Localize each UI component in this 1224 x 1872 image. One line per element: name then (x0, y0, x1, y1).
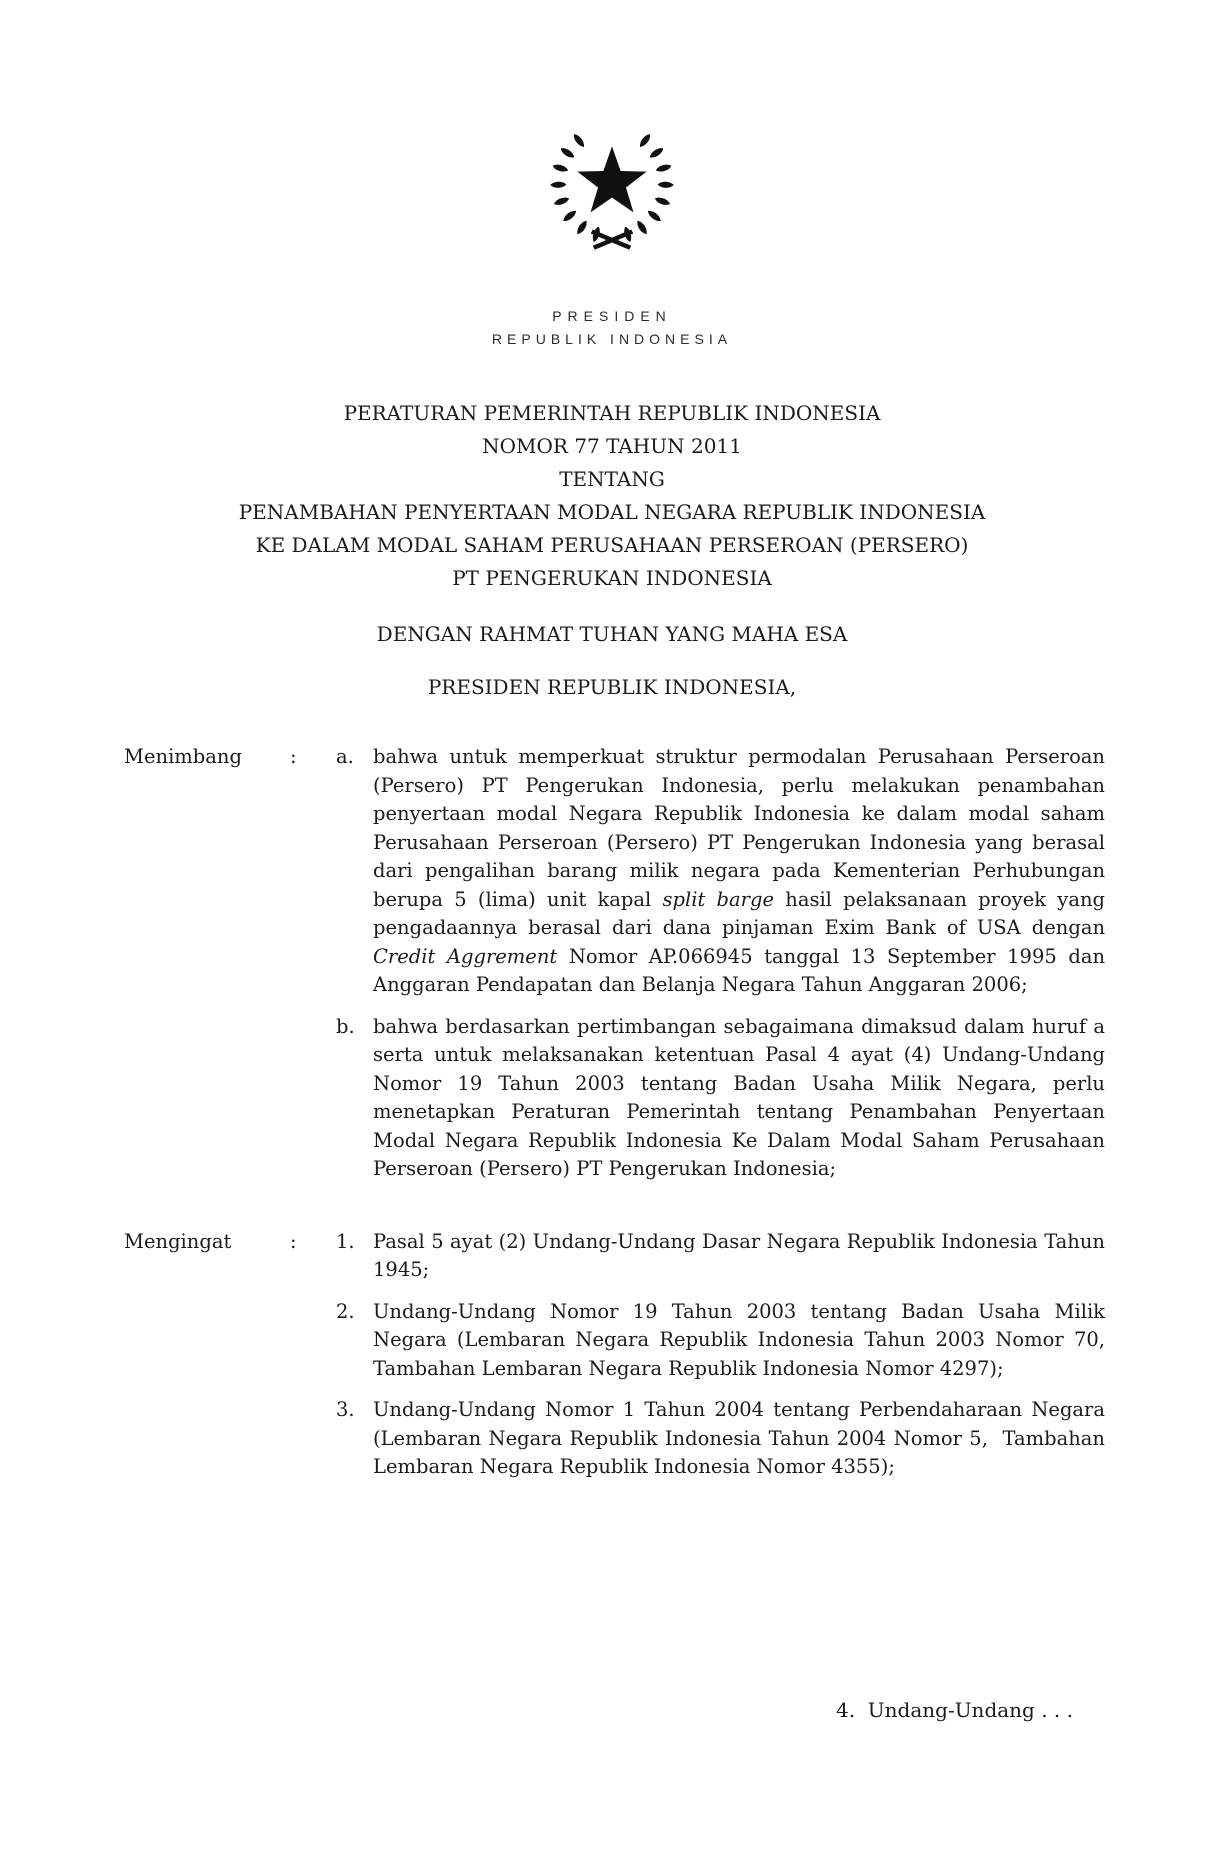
considering-label: Menimbang (124, 745, 242, 768)
considering-item-a (336, 743, 1105, 1000)
page-catchword: 4. Undang-Undang . . . (836, 1698, 1073, 1722)
considering-section (124, 743, 1105, 1184)
letterhead-republik-indonesia: REPUBLIK INDONESIA (491, 331, 733, 347)
recalling-item-2 (336, 1298, 1105, 1384)
recalling-item-3 (336, 1396, 1105, 1482)
invocation-line: DENGAN RAHMAT TUHAN YANG MAHA ESA (376, 622, 848, 646)
title-line-tentang: TENTANG (559, 467, 665, 491)
title-line-nomor: NOMOR 77 TAHUN 2011 (482, 434, 742, 458)
title-line-subject-2: KE DALAM MODAL SAHAM PERUSAHAAN PERSEROAN (PERSERO) (255, 533, 969, 557)
item-marker: 1. (336, 1229, 355, 1253)
recalling-item-1 (336, 1228, 1105, 1285)
title-line-subject-1: PENAMBAHAN PENYERTAAN MODAL NEGARA REPUBLIK INDONESIA (238, 500, 986, 524)
recalling-colon: : (290, 1229, 297, 1253)
clause-sections (0, 743, 1224, 1482)
item-text: Undang-Undang Nomor 1 Tahun 2004 tentang Perbendaharaan Negara (Lembaran Negara Republik Indonesia Tahun 2004 Nomor 5, Tambahan Lembaran Negara Republik Indonesia Nomor 4355); (373, 1398, 1105, 1478)
presidential-seal-icon (536, 116, 688, 270)
letterhead-presiden: PRESIDEN (552, 308, 672, 324)
regulation-title (0, 397, 1224, 595)
item-text: bahwa berdasarkan pertimbangan sebagaimana dimaksud dalam huruf a serta untuk melaksanakan ketentuan Pasal 4 ayat (4) Undang-Undang Nomor 19 Tahun 2003 tentang Badan Usaha Milik Negara, perlu menetapkan Peraturan Pemerintah tentang Penambahan Penyertaan Modal Negara Republik Indonesia Ke Dalam Modal Saham Perusahaan Perseroan (Persero) PT Pengerukan Indonesia; (373, 1014, 1105, 1180)
considering-colon: : (290, 745, 297, 768)
item-marker: 3. (336, 1398, 355, 1421)
recalling-section (124, 1228, 1105, 1482)
item-marker: 2. (336, 1299, 355, 1323)
recalling-label: Mengingat (124, 1229, 232, 1253)
authority-line: PRESIDEN REPUBLIK INDONESIA, (427, 675, 797, 699)
title-line-subject-3: PT PENGERUKAN INDONESIA (452, 566, 772, 590)
letterhead (0, 0, 1224, 347)
title-line-peraturan: PERATURAN PEMERINTAH REPUBLIK INDONESIA (343, 401, 881, 425)
item-text: Pasal 5 ayat (2) Undang-Undang Dasar Negara Republik Indonesia Tahun 1945; (373, 1229, 1105, 1281)
item-text: Undang-Undang Nomor 19 Tahun 2003 tentang Badan Usaha Milik Negara (Lembaran Negara Republik Indonesia Tahun 2003 Nomor 70, Tambahan Lembaran Negara Republik Indonesia Nomor 4297); (373, 1299, 1105, 1380)
item-marker: b. (336, 1014, 355, 1038)
item-text: bahwa untuk memperkuat struktur permodalan Perusahaan Perseroan (Persero) PT Pengerukan Indonesia, perlu melakukan penambahan penyertaan modal Negara Republik Indonesia ke dalam modal saham Perusahaan Perseroan (Persero) PT Pengerukan Indonesia yang berasal dari pengalihan barang milik negara pada Kementerian Perhubungan berupa 5 (lima) unit kapal split barge hasil pelaksanaan proyek yang pengadaannya berasal dari dana pinjaman Exim Bank of USA dengan Credit Aggrement Nomor AP.066945 tanggal 13 September 1995 dan Anggaran Pendapatan dan Belanja Negara Tahun Anggaran 2006; (373, 745, 1106, 996)
considering-item-b (336, 1013, 1105, 1184)
item-marker: a. (336, 745, 354, 768)
